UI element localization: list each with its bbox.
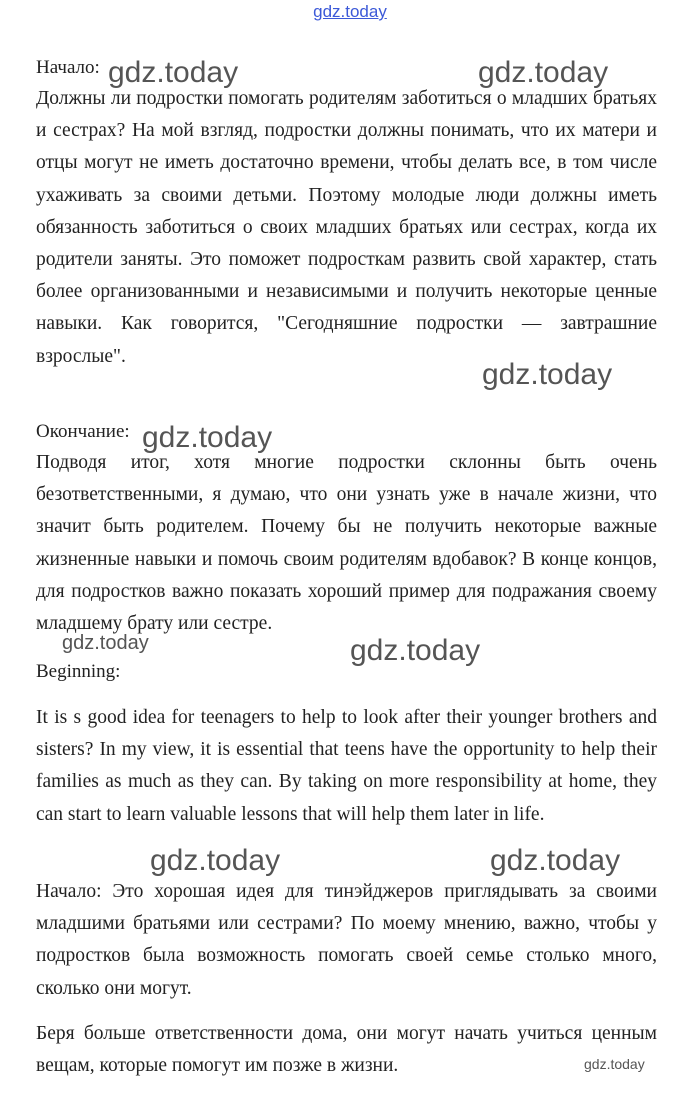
watermark: gdz.today: [478, 56, 609, 89]
paragraph-start-ru: Должны ли подростки помогать родителям заботиться о младших братьях и сестрах? На мой взгляд, подростки должны понимать, что их матери и отцы могут не иметь достаточно времени, чтобы делать все, в том числе ухаживать за своими детьми. Поэтому молодые люди должны иметь обязанность заботиться о своих младших братьях или сестрах, когда их родители заняты. Это поможет подросткам развить свой характер, стать более организованными и независимыми и получить некоторые ценные навыки. Как говорится, "Сегодняшние подростки — завтрашние взрослые".: [36, 88, 657, 367]
watermark: gdz.today: [584, 1056, 645, 1072]
watermark: gdz.today: [490, 844, 621, 877]
watermark: gdz.today: [108, 56, 239, 89]
paragraph-start-translation: Начало: Это хорошая идея для тинэйджеров приглядывать за своими младшими братьями или сестрами? По моему мнению, важно, чтобы у подростков была возможность помогать своей семье столько много, сколько они могут.: [36, 881, 657, 999]
heading-start-ru: Начало:: [36, 57, 100, 78]
paragraph-beginning-en: It is s good idea for teenagers to help to look after their younger brothers and sisters? In my view, it is essential that teens have the opportunity to help their families as much as they can. By taking on more responsibility at home, they can start to learn valuable lessons that will help them later in life.: [36, 707, 657, 825]
watermark: gdz.today: [350, 634, 481, 667]
heading-beginning-en: Beginning:: [36, 661, 121, 682]
watermark: gdz.today: [482, 358, 613, 391]
heading-end-ru: Окончание:: [36, 421, 130, 442]
site-header-link[interactable]: gdz.today: [313, 2, 387, 21]
paragraph-end-ru: Подводя итог, хотя многие подростки склонны быть очень безответственными, я думаю, что они узнать уже в начале жизни, что значит быть родителем. Почему бы не получить некоторые важные жизненные навыки и помочь своим родителям вдобавок? В конце концов, для подростков важно показать хороший пример для подражания своему младшему брату или сестре.: [36, 452, 657, 635]
watermark: gdz.today: [142, 421, 273, 454]
watermark: gdz.today: [150, 844, 281, 877]
watermark: gdz.today: [62, 632, 149, 654]
paragraph-closing-translation: Беря больше ответственности дома, они могут начать учиться ценным вещам, которые помогут им позже в жизни.: [36, 1023, 657, 1077]
